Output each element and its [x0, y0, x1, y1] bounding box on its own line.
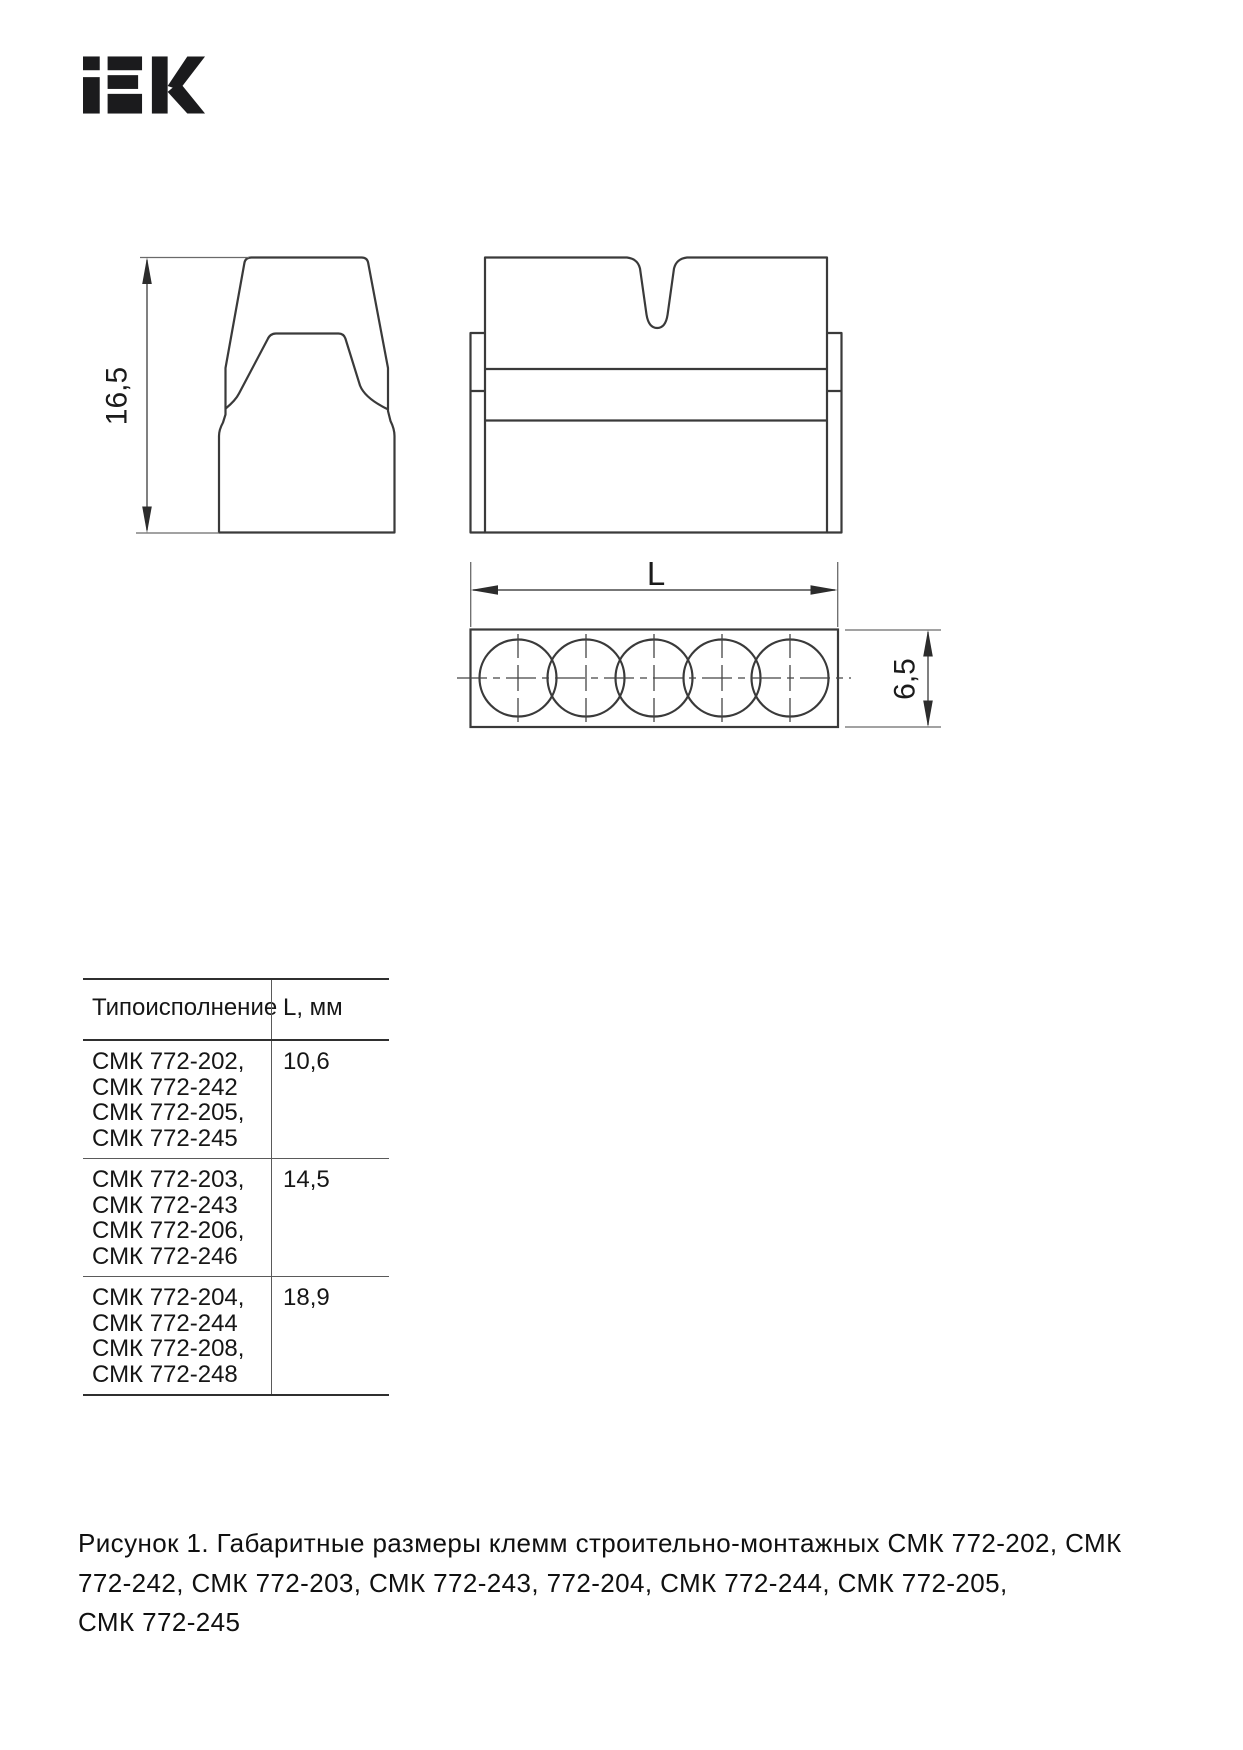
model-name: СМК 772-203,	[92, 1166, 245, 1193]
model-name: СМК 772-245	[92, 1124, 238, 1152]
l-value: 14,5	[283, 1166, 330, 1193]
table-header-row	[83, 980, 389, 1041]
model-name: СМК 772-242	[92, 1073, 238, 1101]
arrow-right-icon	[811, 585, 838, 595]
figure-caption	[78, 1524, 1122, 1643]
model-name: СМК 772-243	[92, 1191, 238, 1219]
l-value-cell	[271, 1159, 389, 1276]
l-value-cell	[271, 1041, 389, 1158]
column-header-l-mm: L, мм	[271, 980, 389, 1039]
arrow-down-icon	[923, 701, 933, 728]
model-name: СМК 772-206,	[92, 1217, 245, 1244]
arrow-up-icon	[142, 258, 152, 285]
front-view-split-lines	[485, 369, 827, 421]
height-dimension-label: 16,5	[100, 366, 134, 426]
front-view-left-tab	[471, 333, 486, 533]
arrow-up-icon	[923, 630, 933, 657]
l-value: 10,6	[283, 1048, 330, 1075]
dimension-drawing	[0, 0, 1243, 820]
model-name: СМК 772-246	[92, 1242, 238, 1270]
l-value: 18,9	[283, 1284, 330, 1311]
column-header-type: Типоисполнение	[92, 994, 278, 1021]
arrow-down-icon	[142, 507, 152, 534]
caption-line: Рисунок 1. Габаритные размеры клемм строительно-монтажных СМК 772-202, СМК	[78, 1528, 1122, 1558]
table-row	[83, 1159, 389, 1277]
model-name: СМК 772-202,	[92, 1048, 245, 1075]
model-name: СМК 772-208,	[92, 1335, 245, 1362]
model-list-cell	[83, 1277, 271, 1394]
side-view	[219, 258, 395, 533]
side-view-outline	[219, 258, 395, 533]
caption-line: 772-242, СМК 772-203, СМК 772-243, 772-204, СМК 772-244, СМК 772-205,	[78, 1567, 1008, 1598]
length-dimension-label: L	[646, 555, 666, 592]
model-list-cell	[83, 1159, 271, 1276]
arrow-left-icon	[471, 585, 498, 595]
model-list-cell	[83, 1041, 271, 1158]
l-value-cell	[271, 1277, 389, 1394]
front-view-right-tab	[827, 333, 842, 533]
model-name: СМК 772-244	[92, 1309, 238, 1337]
spec-table	[83, 978, 389, 1396]
dimension-depth	[845, 630, 941, 727]
model-name: СМК 772-205,	[92, 1099, 245, 1126]
table-row	[83, 1277, 389, 1394]
hole-centerlines	[457, 634, 851, 722]
depth-dimension-label: 6,5	[888, 658, 922, 700]
caption-line: СМК 772-245	[78, 1607, 241, 1637]
model-name: СМК 772-204,	[92, 1284, 245, 1311]
front-view	[471, 258, 842, 533]
side-view-inner-profile	[226, 334, 389, 410]
dimension-height	[101, 258, 250, 534]
model-name: СМК 772-248	[92, 1360, 238, 1388]
table-row	[83, 1041, 389, 1159]
dimension-length	[471, 555, 838, 627]
top-view	[457, 630, 851, 728]
front-view-body	[485, 258, 827, 533]
